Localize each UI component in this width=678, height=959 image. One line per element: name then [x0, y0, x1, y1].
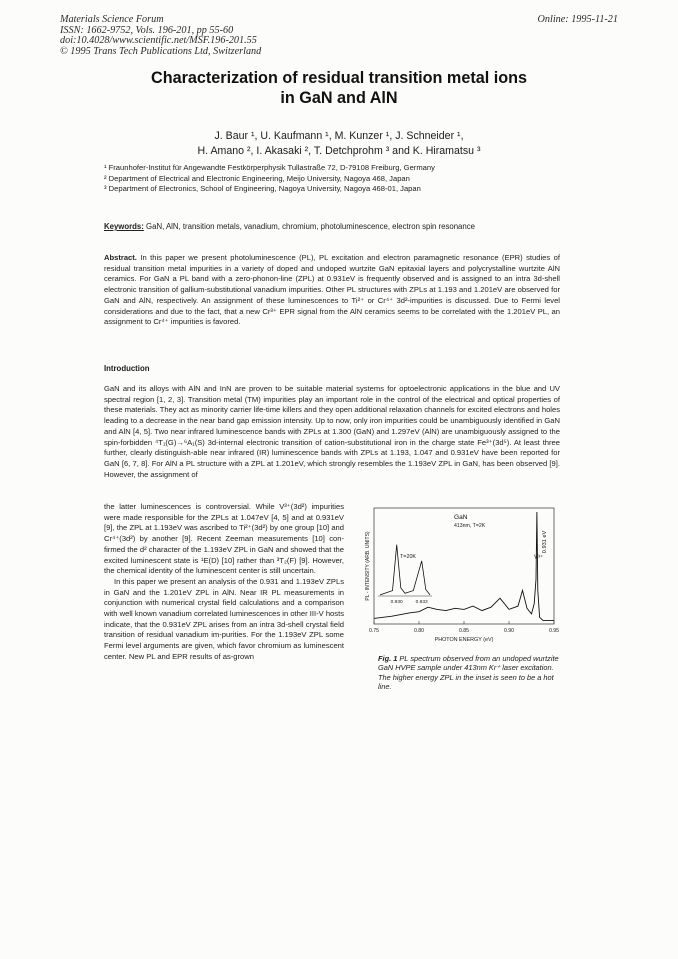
keywords-line	[104, 222, 475, 231]
keywords-label: Keywords:	[104, 222, 144, 231]
keywords-text: GaN, AlN, transition metals, vanadium, chromium, photoluminescence, electron spin resonance	[143, 222, 475, 231]
zpl-annotation: 0.931 eV	[541, 530, 548, 554]
x-tick-label: 0.90	[503, 628, 515, 634]
chart-subtitle: 413nm, T=2K	[454, 523, 486, 529]
x-tick-label: 0.80	[413, 628, 425, 634]
chart-title: GaN	[454, 514, 468, 521]
affiliation-2: ² Department of Electrical and Electronic Engineering, Meijo University, Nagoya 468, Japan	[104, 173, 410, 183]
v3-annotation: V³⁺	[534, 555, 544, 561]
section-heading: Introduction	[104, 364, 150, 373]
issn-line: ISSN: 1662-9752, Vols. 196-201, pp 55-60	[60, 24, 234, 36]
authors-line-1: J. Baur ¹, U. Kaufmann ¹, M. Kunzer ¹, J. Schneider ¹,	[214, 130, 464, 142]
journal-header	[60, 15, 261, 57]
inset-tick-label: 0.933	[415, 600, 428, 605]
online-date: Online: 1995-11-21	[537, 14, 618, 25]
abstract	[104, 253, 560, 328]
pl-spectrum-chart	[350, 500, 562, 648]
figure-caption	[378, 654, 560, 692]
x-tick-label: 0.95	[548, 628, 560, 634]
title-line-2: in GaN and AlN	[280, 89, 398, 107]
affiliation-3: ³ Department of Electronics, School of Engineering, Nagoya University, Nagoya 468-01, Japan	[104, 184, 421, 194]
intro-paragraph-1: GaN and its alloys with AlN and InN are proven to be suitable material systems for optoelectronic applications in the blue and UV spectral region [1, 2, 3]. Transition metal (TM) impurities play an important role in the control of the electrical and optical properties of these materials. They act as minority carrier life-time killers and they open additional relaxation channels for excited electrons and holes leading to a decrease in the near band gap emission intensity. Up to now, only iron impurities could be unambiguously identified in GaN and AlN [4, 5]. Two near infrared luminescence bands with ZPLs at 1.300 (GaN) and 1.297eV (AlN) are unambiguously assigned to the spin-forbidden ⁴T₁(G)→⁶A₁(S) 3d-internal electronic transition of cation-substitutional iron in the charge state Fe³⁺(3d⁵). At least three further, clearly distinguish-able near infrared (IR) luminescence bands with ZPLs at 1.193, 1.047 and 0.931eV have been reported for GaN [6, 7, 8]. For AlN a PL structure with a ZPL at 1.201eV, which strongly resembles the 1.193eV ZPL in GaN, has been observed [9]. However, the assignment of	[104, 384, 560, 479]
doi-line: doi:10.4028/www.scientific.net/MSF.196-201.55	[60, 35, 257, 47]
x-tick-label: 0.85	[458, 628, 470, 634]
abstract-text: In this paper we present photoluminescence (PL), PL excitation and electron paramagnetic resonance (EPR) studies of residual transition metal impurities in a variety of doped and undoped wurtzite GaN epitaxial layers and polycrystalline wurtzite AlN ceramics. For GaN a PL band with a zero-phonon-line (ZPL) at 0.931eV is frequently observed and is assigned to an intra 3d-shell electronic transition of gallium-substitutional vanadium impurities. Other PL structures with ZPLs at 1.193 and 1.201eV are observed for GaN and AlN, respectively. An assignment of these luminescences to Ti²⁺ or Cr⁴⁺ 3d²-impurities is discussed. Due to Fermi level considerations and due to the fact, that a new Cr³⁺ EPR signal from the AlN ceramics seems to be correlated with the 1.201eV PL, an assignment to Cr⁴⁺ impurities is favored.	[104, 253, 560, 327]
intro-column-text	[104, 502, 344, 663]
authors-line-2: H. Amano ², I. Akasaki ², T. Detchprohm ³ and K. Hiramatsu ³	[197, 144, 481, 157]
inset-label: T=20K	[400, 554, 417, 560]
copyright-line: © 1995 Trans Tech Publications Ltd, Switzerland	[60, 45, 262, 57]
title-line-1: Characterization of residual transition metal ions	[151, 69, 527, 87]
intro-paragraph-2a: the latter luminescences is controversial. While V³⁺(3d²) impurities were made responsible for the ZPLs at 1.047eV [4, 5] and at 0.931eV [9], the ZPL at 1.193eV was ascribed to Ti²⁺(3d²) by one group [10] and Cr⁴⁺(3d²) by another [9]. Recent Zeeman measurements [10] con-firmed the d² character of the 1.193eV ZPL in GaN and showed that the excited luminescent state is ¹E(D) [10] rather than ³T₂(F) [9]. However, the chemical identity of the luminescent center is still uncertain.	[104, 502, 344, 576]
affiliation-1: ¹ Fraunhofer-Institut für Angewandte Festkörperphysik Tullastraße 72, D-79108 Freiburg, Germany	[104, 163, 435, 172]
x-tick-label: 0.75	[368, 628, 380, 634]
figure-label: Fig. 1	[378, 654, 398, 663]
author-list	[80, 129, 598, 158]
inset-series-line	[380, 545, 430, 595]
figure-caption-text: PL spectrum observed from an undoped wurtzite GaN HVPE sample under 413nm Kr⁺ laser excitation. The higher energy ZPL in the inset is seen to be a hot line.	[378, 654, 559, 692]
x-axis-label: PHOTON ENERGY (eV)	[434, 637, 494, 643]
figure-1	[350, 500, 562, 648]
y-axis-label: PL - INTENSITY (ARB. UNITS)	[365, 531, 371, 601]
journal-name: Materials Science Forum	[60, 14, 164, 25]
abstract-label: Abstract.	[104, 253, 137, 262]
inset-tick-label: 0.930	[390, 600, 403, 605]
intro-paragraph-2b: In this paper we present an analysis of the 0.931 and 1.193eV ZPLs in GaN and the 1.201eV ZPL in AlN. Near IR PL measurements in conjunction with numerical crystal field calculations and a comparison with well known vanadium correlated luminescences in other III-V hosts indicate, that the 0.931eV ZPL arises from an intra 3d-shell crystal field transition of residual vanadium im-purities. For the 1.193eV ZPL some Fermi level arguments are given, which favor chromium as luminescent center. New PL and EPR results of as-grown	[104, 576, 344, 661]
affiliations	[104, 163, 435, 195]
paper-title	[90, 68, 588, 108]
